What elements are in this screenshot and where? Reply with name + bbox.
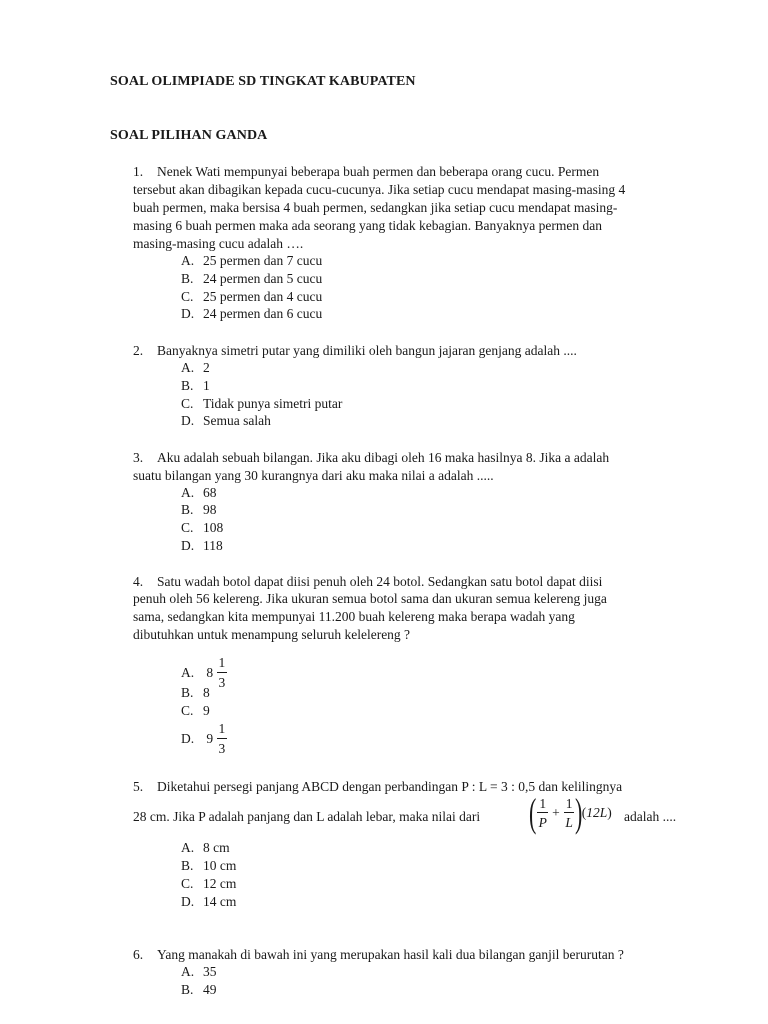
question-number: 4. <box>133 574 144 589</box>
question-text: buah permen, maka bersisa 4 buah permen, sedangkan jika setiap cucu mendapat masing- <box>133 200 618 215</box>
answer-option-c[interactable]: C. 12 cm <box>181 876 237 891</box>
question-number: 6. <box>133 947 144 962</box>
question-number: 3. <box>133 450 144 465</box>
fraction: $\frac{1}{3}$ <box>218 721 226 756</box>
answer-option-d[interactable]: D. Semua salah <box>181 413 271 428</box>
question-number: 5. <box>133 779 144 794</box>
answer-option-c[interactable]: C. Tidak punya simetri putar <box>181 396 343 411</box>
answer-option-b[interactable]: B. 49 <box>181 982 217 997</box>
question-text: penuh oleh 56 kelereng. Jika ukuran semua botol sama dan ukuran semua kelereng juga <box>133 591 607 606</box>
question-number: 2. <box>133 343 144 358</box>
answer-option-d[interactable]: D. 118 <box>181 538 223 553</box>
factor-12l: (12L) <box>581 805 612 820</box>
answer-option-a[interactable]: A. 8 cm <box>181 840 230 855</box>
answer-option-a[interactable]: A. 68 <box>181 485 217 500</box>
question-text: Aku adalah sebuah bilangan. Jika aku dibagi oleh 16 maka hasilnya 8. Jika a adalah <box>157 450 610 465</box>
math-expression <box>526 790 612 835</box>
mixed-number-whole: 8 <box>206 664 214 680</box>
answer-option-d[interactable]: D. 24 permen dan 6 cucu <box>181 306 323 321</box>
answer-option-b[interactable]: B. 8 <box>181 685 210 700</box>
mixed-number-whole: 9 <box>206 730 214 746</box>
answer-option-d[interactable]: D. 14 cm <box>181 894 237 909</box>
answer-option-a[interactable]: A. 8 $\frac{1}{3}$ <box>181 655 226 690</box>
question-text: 28 cm. Jika P adalah panjang dan L adalah lebar, maka nilai dari <box>133 809 481 824</box>
fraction: $\frac{1}{3}$ <box>218 655 226 690</box>
answer-option-c[interactable]: C. 108 <box>181 520 224 535</box>
answer-option-b[interactable]: B. 10 cm <box>181 858 237 873</box>
question-text: masing 6 buah permen maka ada seorang yang tidak kebagian. Banyaknya permen dan <box>133 218 602 233</box>
section-heading: SOAL PILIHAN GANDA <box>110 128 268 143</box>
question-text: Banyaknya simetri putar yang dimiliki oleh bangun jajaran genjang adalah .... <box>157 343 577 358</box>
question-text: Satu wadah botol dapat diisi penuh oleh 24 botol. Sedangkan satu botol dapat diisi <box>157 574 603 589</box>
answer-option-c[interactable]: C. 9 <box>181 703 210 718</box>
answer-option-b[interactable]: B. 24 permen dan 5 cucu <box>181 271 323 286</box>
answer-option-a[interactable]: A. 2 <box>181 360 210 375</box>
question-text: adalah .... <box>624 809 677 824</box>
fraction-one-over-l: $\frac{1}{L}$ <box>565 795 573 830</box>
question-text: dibutuhkan untuk menampung seluruh kelelereng ? <box>133 627 411 642</box>
question-text: Yang manakah di bawah ini yang merupakan hasil kali dua bilangan ganjil berurutan ? <box>157 947 624 962</box>
plus-sign: + <box>552 805 560 820</box>
document-title: SOAL OLIMPIADE SD TINGKAT KABUPATEN <box>110 74 416 89</box>
question-text: tersebut akan dibagikan kepada cucu-cucunya. Jika setiap cucu mendapat masing-masing 4 <box>133 182 626 197</box>
fraction-one-over-p: $\frac{1}{P}$ <box>538 795 547 830</box>
question-text: Nenek Wati mempunyai beberapa buah permen dan beberapa orang cucu. Permen <box>157 164 600 179</box>
question-number: 1. <box>133 164 144 179</box>
left-paren: ( <box>528 790 537 835</box>
question-text: masing-masing cucu adalah …. <box>133 236 304 251</box>
right-paren: ) <box>575 790 583 835</box>
answer-option-b[interactable]: B. 1 <box>181 378 210 393</box>
answer-option-a[interactable]: A. 25 permen dan 7 cucu <box>181 253 323 268</box>
question-text: suatu bilangan yang 30 kurangnya dari aku maka nilai a adalah ..... <box>133 468 494 483</box>
answer-option-a[interactable]: A. 35 <box>181 964 217 979</box>
question-text: Diketahui persegi panjang ABCD dengan perbandingan P : L = 3 : 0,5 dan kelilingnya <box>157 779 623 794</box>
answer-option-d[interactable]: D. 9 $\frac{1}{3}$ <box>181 721 226 756</box>
question-text: sama, sedangkan kita mempunyai 11.200 buah kelereng maka berapa wadah yang <box>133 609 575 624</box>
answer-option-c[interactable]: C. 25 permen dan 4 cucu <box>181 289 323 304</box>
answer-option-b[interactable]: B. 98 <box>181 502 217 517</box>
